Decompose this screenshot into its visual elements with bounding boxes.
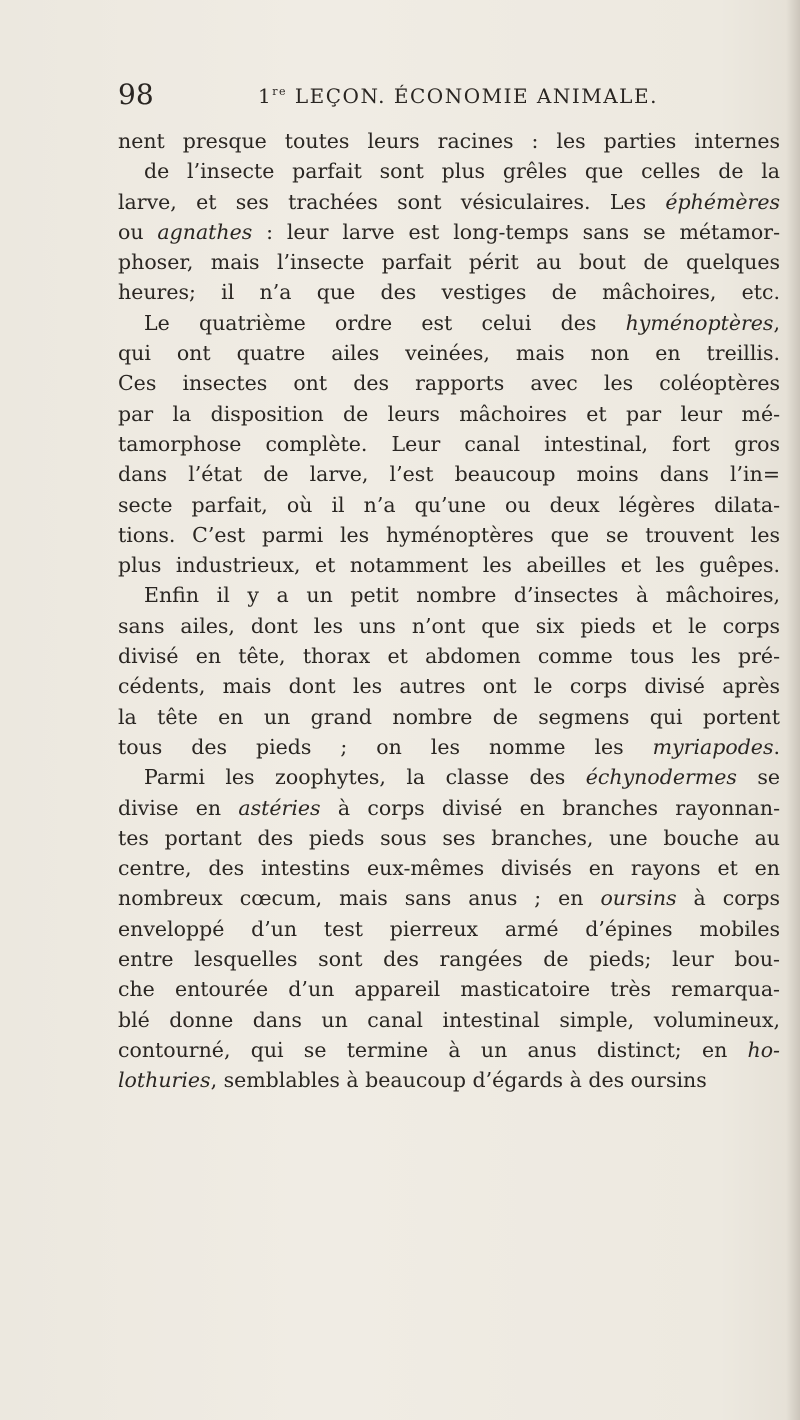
- lesson-ordinal: 1: [258, 84, 273, 108]
- text-segment: secte parfait, où il n’a qu’une ou deux légères dilata-: [118, 492, 780, 517]
- text-line: [118, 277, 780, 307]
- text-segment: enveloppé d’un test pierreux armé d’épines mobiles: [118, 916, 780, 941]
- text-segment: cédents, mais dont les autres ont le corps divisé après: [118, 674, 780, 699]
- text-segment: centre, des intestins eux-mêmes divisés en rayons et en: [118, 856, 780, 881]
- body-text: [118, 126, 780, 1096]
- text-line: [118, 550, 780, 580]
- italic-term: agnathes: [157, 219, 253, 244]
- text-segment: Enfin il y a un petit nombre d’insectes à mâchoires,: [144, 583, 780, 608]
- running-head: [118, 78, 778, 118]
- text-segment: dans l’état de larve, l’est beaucoup moins dans l’in=: [118, 462, 780, 487]
- text-segment: Parmi les zoophytes, la classe des: [144, 765, 586, 790]
- italic-term: ho-: [747, 1037, 780, 1062]
- text-line: [118, 247, 780, 277]
- text-segment: che entourée d’un appareil masticatoire très remarqua-: [118, 977, 780, 1002]
- text-line: [118, 702, 780, 732]
- page-edge-shadow: [786, 0, 800, 1420]
- italic-term: hyménoptères: [625, 310, 774, 335]
- text-line: [118, 853, 780, 883]
- text-line: [118, 1065, 780, 1095]
- text-segment: de l’insecte parfait sont plus grêles que celles de la: [144, 159, 780, 184]
- text-segment: : leur larve est long-temps sans se métamor-: [252, 219, 780, 244]
- text-line: [118, 823, 780, 853]
- chapter-title: [258, 84, 658, 108]
- text-line: [118, 762, 780, 792]
- text-segment: nombreux cœcum, mais sans anus ; en: [118, 886, 601, 911]
- italic-term: éphémères: [665, 189, 780, 214]
- lesson-ordinal-suffix: re: [272, 85, 288, 98]
- text-line: [118, 490, 780, 520]
- text-line: [118, 732, 780, 762]
- text-segment: qui ont quatre ailes veinées, mais non en treillis.: [118, 341, 780, 366]
- text-segment: à corps divisé en branches rayonnan-: [320, 795, 780, 820]
- text-line: [118, 338, 780, 368]
- text-line: [118, 1035, 780, 1065]
- text-segment: ,: [773, 310, 780, 335]
- text-line: [118, 187, 780, 217]
- italic-term: oursins: [600, 886, 677, 911]
- text-segment: ou: [118, 219, 158, 244]
- text-line: [118, 429, 780, 459]
- text-segment: larve, et ses trachées sont vésiculaires. Les: [118, 189, 666, 214]
- text-segment: .: [773, 734, 780, 759]
- text-segment: Ces insectes ont des rapports avec les coléoptères: [118, 371, 780, 396]
- text-segment: divisé en tête, thorax et abdomen comme tous les pré-: [118, 644, 780, 669]
- text-line: [118, 399, 780, 429]
- text-segment: tous des pieds ; on les nomme les: [118, 734, 653, 759]
- text-segment: la tête en un grand nombre de segmens qui portent: [118, 704, 780, 729]
- text-line: [118, 126, 780, 156]
- text-line: [118, 883, 780, 913]
- page-number: 98: [118, 78, 154, 111]
- text-line: [118, 368, 780, 398]
- text-line: [118, 580, 780, 610]
- text-line: [118, 641, 780, 671]
- text-line: [118, 974, 780, 1004]
- text-line: [118, 611, 780, 641]
- text-line: [118, 793, 780, 823]
- text-segment: entre lesquelles sont des rangées de pieds; leur bou-: [118, 947, 780, 972]
- text-segment: se: [736, 765, 780, 790]
- text-line: [118, 671, 780, 701]
- text-segment: phoser, mais l’insecte parfait périt au bout de quelques: [118, 250, 780, 275]
- text-segment: plus industrieux, et notamment les abeilles et les guêpes.: [118, 553, 780, 578]
- text-segment: heures; il n’a que des vestiges de mâchoires, etc.: [118, 280, 780, 305]
- text-line: [118, 520, 780, 550]
- text-line: [118, 156, 780, 186]
- text-line: [118, 459, 780, 489]
- text-line: [118, 217, 780, 247]
- italic-term: myriapodes: [652, 734, 774, 759]
- text-segment: divise en: [118, 795, 239, 820]
- text-segment: tamorphose complète. Leur canal intestinal, fort gros: [118, 431, 780, 456]
- text-line: [118, 944, 780, 974]
- lesson-title: LEÇON. ÉCONOMIE ANIMALE.: [287, 84, 658, 108]
- text-segment: blé donne dans un canal intestinal simple, volumineux,: [118, 1007, 780, 1032]
- text-segment: nent presque toutes leurs racines : les parties internes: [118, 129, 780, 153]
- text-segment: à corps: [676, 886, 780, 911]
- text-segment: tions. C’est parmi les hyménoptères que se trouvent les: [118, 522, 780, 547]
- text-segment: sans ailes, dont les uns n’ont que six pieds et le corps: [118, 613, 780, 638]
- text-segment: tes portant des pieds sous ses branches, une bouche au: [118, 825, 780, 850]
- italic-term: astéries: [238, 795, 321, 820]
- text-line: [118, 1005, 780, 1035]
- text-segment: Le quatrième ordre est celui des: [144, 310, 626, 335]
- italic-term: lothuries: [118, 1068, 211, 1093]
- italic-term: échynodermes: [585, 765, 737, 790]
- text-line: [118, 308, 780, 338]
- text-line: [118, 914, 780, 944]
- text-segment: , semblables à beaucoup d’égards à des oursins: [210, 1068, 707, 1093]
- text-segment: contourné, qui se termine à un anus distinct; en: [118, 1037, 748, 1062]
- text-segment: par la disposition de leurs mâchoires et par leur mé-: [118, 401, 780, 426]
